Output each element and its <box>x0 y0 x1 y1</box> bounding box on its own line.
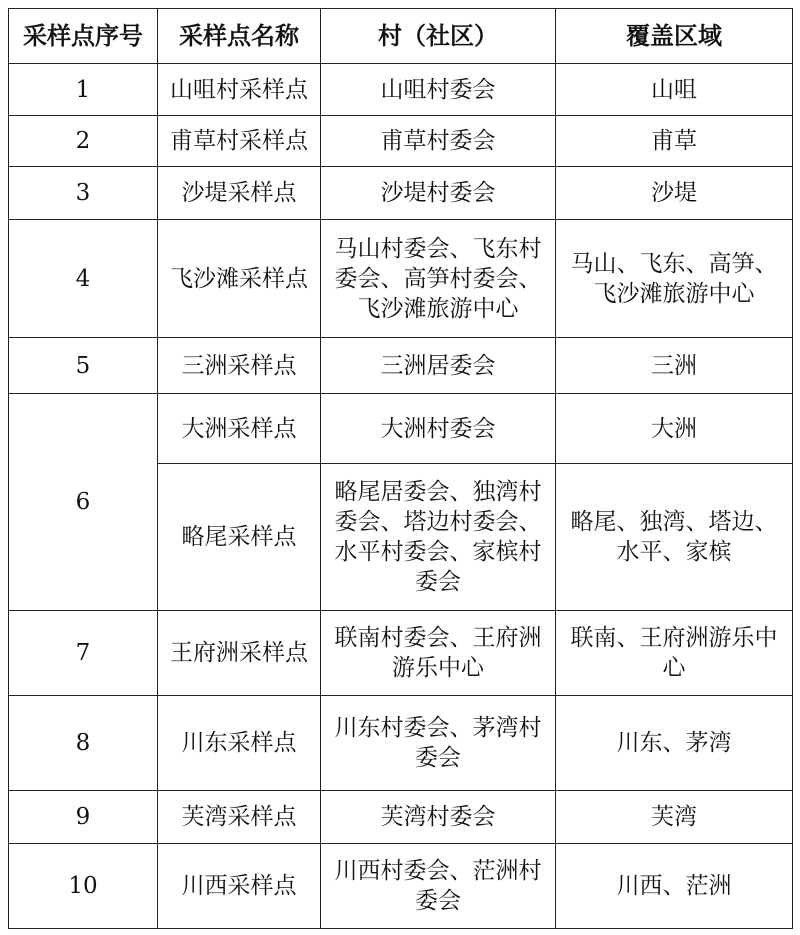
table-row <box>9 696 793 791</box>
cell-name: 飞沙滩采样点 <box>158 220 321 338</box>
cell-no: 10 <box>9 844 158 929</box>
cell-name: 川西采样点 <box>158 844 321 929</box>
cell-name: 芙湾采样点 <box>158 791 321 844</box>
table-row <box>9 167 793 220</box>
cell-village: 沙堤村委会 <box>321 167 556 220</box>
sampling-points-table <box>8 8 793 929</box>
table-row <box>9 338 793 394</box>
cell-no: 8 <box>9 696 158 791</box>
table-row <box>9 791 793 844</box>
cell-village: 大洲村委会 <box>321 394 556 464</box>
cell-area: 川东、茅湾 <box>556 696 793 791</box>
cell-no: 6 <box>9 394 158 611</box>
cell-no: 2 <box>9 116 158 167</box>
cell-area: 甫草 <box>556 116 793 167</box>
cell-no: 7 <box>9 611 158 696</box>
cell-village: 三洲居委会 <box>321 338 556 394</box>
table-row <box>9 220 793 338</box>
header-row <box>9 9 793 64</box>
cell-name: 三洲采样点 <box>158 338 321 394</box>
table-row <box>9 64 793 116</box>
table-row <box>9 611 793 696</box>
cell-area: 略尾、独湾、塔边、水平、家槟 <box>556 464 793 611</box>
header-no: 采样点序号 <box>9 9 158 64</box>
cell-village: 联南村委会、王府洲游乐中心 <box>321 611 556 696</box>
table-row <box>9 394 793 464</box>
cell-village: 略尾居委会、独湾村委会、塔边村委会、水平村委会、家槟村委会 <box>321 464 556 611</box>
cell-name: 沙堤采样点 <box>158 167 321 220</box>
cell-name: 川东采样点 <box>158 696 321 791</box>
cell-village: 甫草村委会 <box>321 116 556 167</box>
cell-area: 沙堤 <box>556 167 793 220</box>
table-row <box>9 844 793 929</box>
header-village: 村（社区） <box>321 9 556 64</box>
cell-area: 三洲 <box>556 338 793 394</box>
cell-area: 川西、茫洲 <box>556 844 793 929</box>
cell-name: 甫草村采样点 <box>158 116 321 167</box>
header-area: 覆盖区域 <box>556 9 793 64</box>
cell-village: 川西村委会、茫洲村委会 <box>321 844 556 929</box>
cell-name: 略尾采样点 <box>158 464 321 611</box>
cell-name: 山咀村采样点 <box>158 64 321 116</box>
cell-area: 联南、王府洲游乐中心 <box>556 611 793 696</box>
cell-no: 9 <box>9 791 158 844</box>
cell-no: 4 <box>9 220 158 338</box>
cell-no: 5 <box>9 338 158 394</box>
cell-village: 川东村委会、茅湾村委会 <box>321 696 556 791</box>
cell-village: 马山村委会、飞东村委会、高笋村委会、飞沙滩旅游中心 <box>321 220 556 338</box>
cell-no: 3 <box>9 167 158 220</box>
cell-area: 芙湾 <box>556 791 793 844</box>
cell-area: 马山、飞东、高笋、飞沙滩旅游中心 <box>556 220 793 338</box>
table-row <box>9 116 793 167</box>
cell-name: 大洲采样点 <box>158 394 321 464</box>
header-name: 采样点名称 <box>158 9 321 64</box>
cell-name: 王府洲采样点 <box>158 611 321 696</box>
cell-area: 山咀 <box>556 64 793 116</box>
cell-village: 山咀村委会 <box>321 64 556 116</box>
cell-village: 芙湾村委会 <box>321 791 556 844</box>
cell-no: 1 <box>9 64 158 116</box>
cell-area: 大洲 <box>556 394 793 464</box>
